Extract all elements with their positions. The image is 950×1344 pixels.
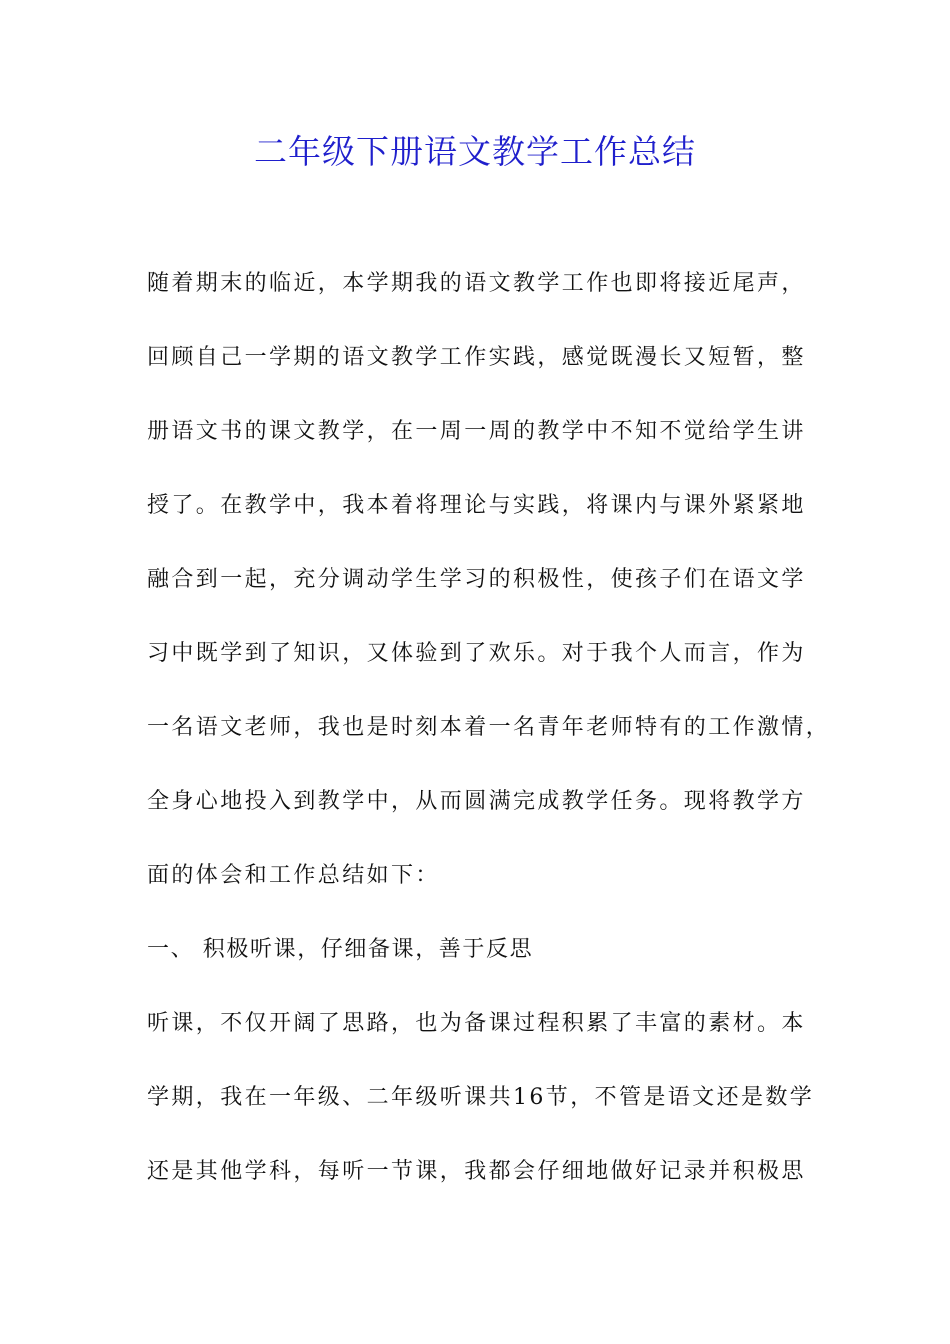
body-line-9: 面的体会和工作总结如下： [147,863,440,888]
body-line-4: 授了。在教学中，我本着将理论与实践，将课内与课外紧紧地 [147,493,806,518]
document-title: 二年级下册语文教学工作总结 [254,132,696,171]
body-line-2: 回顾自己一学期的语文教学工作实践，感觉既漫长又短暂，整 [147,345,806,370]
body-line-13: 还是其他学科，每听一节课，我都会仔细地做好记录并积极思 [147,1159,806,1184]
section-heading-1: 一、 积极听课，仔细备课，善于反思 [147,937,534,962]
body-line-1: 随着期末的临近，本学期我的语文教学工作也即将接近尾声， [147,271,806,296]
body-line-7: 一名语文老师，我也是时刻本着一名青年老师特有的工作激情， [147,715,831,740]
body-line-5: 融合到一起，充分调动学生学习的积极性，使孩子们在语文学 [147,567,806,592]
body-line-6: 习中既学到了知识，又体验到了欢乐。对于我个人而言，作为 [147,641,806,666]
body-line-11: 听课，不仅开阔了思路，也为备课过程积累了丰富的素材。本 [147,1011,806,1036]
body-line-8: 全身心地投入到教学中，从而圆满完成教学任务。现将教学方 [147,789,806,814]
body-line-12: 学期，我在一年级、二年级听课共16节，不管是语文还是数学 [147,1085,815,1110]
body-text [147,264,837,1226]
body-line-3: 册语文书的课文教学，在一周一周的教学中不知不觉给学生讲 [147,419,806,444]
